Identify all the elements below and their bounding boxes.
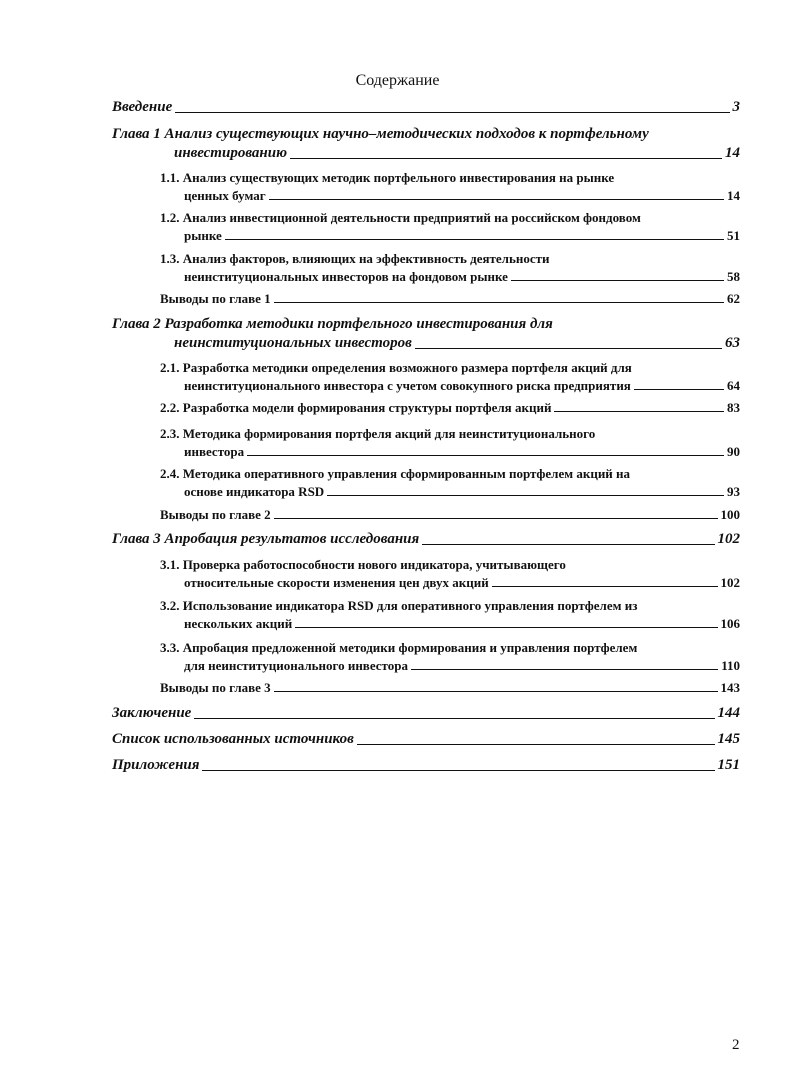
leader-line xyxy=(225,239,724,240)
leader-line xyxy=(247,455,724,456)
toc-entry-title: Выводы по главе 3 xyxy=(160,680,271,695)
toc-page-number: 143 xyxy=(720,680,740,695)
toc-entry-title: Глава 3 Апробация результатов исследования xyxy=(112,531,420,547)
toc-page-number: 63 xyxy=(725,335,740,351)
toc-entry-section-3-1 xyxy=(160,557,740,589)
toc-entry-title-line2: нескольких акций xyxy=(184,616,293,631)
toc-entry-section-2-3 xyxy=(160,426,740,458)
leader-line xyxy=(175,112,729,113)
toc-page-number: 58 xyxy=(727,269,740,284)
leader-line xyxy=(274,518,718,519)
toc-entry-conclusion xyxy=(112,706,740,721)
leader-line xyxy=(274,302,724,303)
toc-entry-title-line1: 3.1. Проверка работоспособности нового индикатора, учитывающего xyxy=(160,557,566,572)
toc-entry-title-line2: основе индикатора RSD xyxy=(184,484,325,499)
toc-entry-title-line2: рынке xyxy=(184,228,222,243)
toc-entry-title: Введение xyxy=(112,99,173,115)
toc-page-number: 14 xyxy=(727,188,740,203)
toc-entry-title: Список использованных источников xyxy=(112,731,354,747)
toc-entry-title-line1: 2.4. Методика оперативного управления сформированным портфелем акций на xyxy=(160,466,631,481)
toc-page-number: 14 xyxy=(725,145,740,161)
toc-entry-title-line2: ценных бумаг xyxy=(184,188,266,203)
leader-line xyxy=(274,691,718,692)
toc-entry-title-line2: инвестора xyxy=(184,444,245,459)
toc-page-number: 144 xyxy=(717,705,740,721)
toc-entry-section-3-2 xyxy=(160,598,740,630)
toc-entry-title-line1: 1.3. Анализ факторов, влияющих на эффективность деятельности xyxy=(160,251,550,266)
toc-entry-section-2-1 xyxy=(160,360,740,392)
toc-entry-title-line1: Глава 1 Анализ существующих научно–методических подходов к портфельному xyxy=(112,126,649,142)
toc-entry-title-line1: 3.2. Использование индикатора RSD для оперативного управления портфелем из xyxy=(160,598,638,613)
toc-page-number: 151 xyxy=(717,757,740,773)
leader-line xyxy=(290,158,722,159)
leader-line xyxy=(202,770,714,771)
toc-entry-title-line1: 1.1. Анализ существующих методик портфельного инвестирования на рынке xyxy=(160,170,615,185)
leader-line xyxy=(554,411,724,412)
toc-entry-title-line1: 1.2. Анализ инвестиционной деятельности предприятий на российском фондовом xyxy=(160,210,641,225)
toc-page-number: 145 xyxy=(717,731,740,747)
toc-page-number: 90 xyxy=(727,444,740,459)
toc-entry-title-line2: неинституциональных инвесторов xyxy=(174,335,412,351)
toc-page-number: 83 xyxy=(727,400,740,415)
toc-page-number: 106 xyxy=(720,616,740,631)
toc-entry-references xyxy=(112,732,740,747)
toc-entry-title-line1: 3.3. Апробация предложенной методики формирования и управления портфелем xyxy=(160,640,638,655)
toc-page-number: 51 xyxy=(727,228,740,243)
toc-entry-title-line2: для неинституционального инвестора xyxy=(184,658,408,673)
toc-entry-section-2-4 xyxy=(160,466,740,498)
toc-page-number: 93 xyxy=(727,484,740,499)
toc-page-number: 3 xyxy=(732,99,740,115)
leader-line xyxy=(357,744,715,745)
toc-entry-appendices xyxy=(112,758,740,773)
leader-line xyxy=(269,199,724,200)
toc-page-number: 62 xyxy=(727,291,740,306)
toc-page-number: 100 xyxy=(720,507,740,522)
toc-page-number: 64 xyxy=(727,378,740,393)
toc-entry-section-3-3 xyxy=(160,640,740,672)
toc-entry-title-line1: 2.1. Разработка методики определения возможного размера портфеля акций для xyxy=(160,360,632,375)
page-number: 2 xyxy=(732,1037,740,1053)
toc-entry-section-2-2 xyxy=(160,401,740,414)
toc-entry-title-line2: неинституционального инвестора с учетом совокупного риска предприятия xyxy=(184,378,631,393)
leader-line xyxy=(411,669,718,670)
toc-entry-title-line2: инвестированию xyxy=(174,145,288,161)
toc-entry-section-1-1 xyxy=(160,170,740,202)
leader-line xyxy=(327,495,724,496)
toc-entry-title: Заключение xyxy=(112,705,192,721)
page-title: Содержание xyxy=(355,72,440,89)
leader-line xyxy=(415,348,722,349)
toc-page-number: 102 xyxy=(720,575,740,590)
toc-entry-section-1-2 xyxy=(160,210,740,242)
toc-entry-conclusions-2 xyxy=(160,508,740,521)
toc-entry-title-line1: 2.3. Методика формирования портфеля акций для неинституционального xyxy=(160,426,596,441)
leader-line xyxy=(511,280,724,281)
toc-entry-conclusions-3 xyxy=(160,681,740,694)
toc-entry-conclusions-1 xyxy=(160,292,740,305)
toc-entry-chapter-2 xyxy=(112,316,740,351)
toc-entry-title-line2: относительные скорости изменения цен двух акций xyxy=(184,575,489,590)
toc-entry-title-line2: неинституциональных инвесторов на фондовом рынке xyxy=(184,269,508,284)
toc-entry-introduction xyxy=(112,100,740,115)
toc-entry-title: Приложения xyxy=(112,757,200,773)
toc-entry-title: Выводы по главе 2 xyxy=(160,507,271,522)
toc-entry-title-line1: Глава 2 Разработка методики портфельного инвестирования для xyxy=(112,316,553,332)
toc-page-number: 102 xyxy=(717,531,740,547)
leader-line xyxy=(492,586,718,587)
toc-entry-title: Выводы по главе 1 xyxy=(160,291,271,306)
toc-entry-chapter-3 xyxy=(112,532,740,547)
leader-line xyxy=(634,389,724,390)
toc-entry-section-1-3 xyxy=(160,251,740,283)
leader-line xyxy=(295,627,717,628)
leader-line xyxy=(194,718,714,719)
toc-page-number: 110 xyxy=(721,658,740,673)
leader-line xyxy=(422,544,714,545)
toc-entry-title: 2.2. Разработка модели формирования структуры портфеля акций xyxy=(160,400,552,415)
toc-entry-chapter-1 xyxy=(112,126,740,161)
